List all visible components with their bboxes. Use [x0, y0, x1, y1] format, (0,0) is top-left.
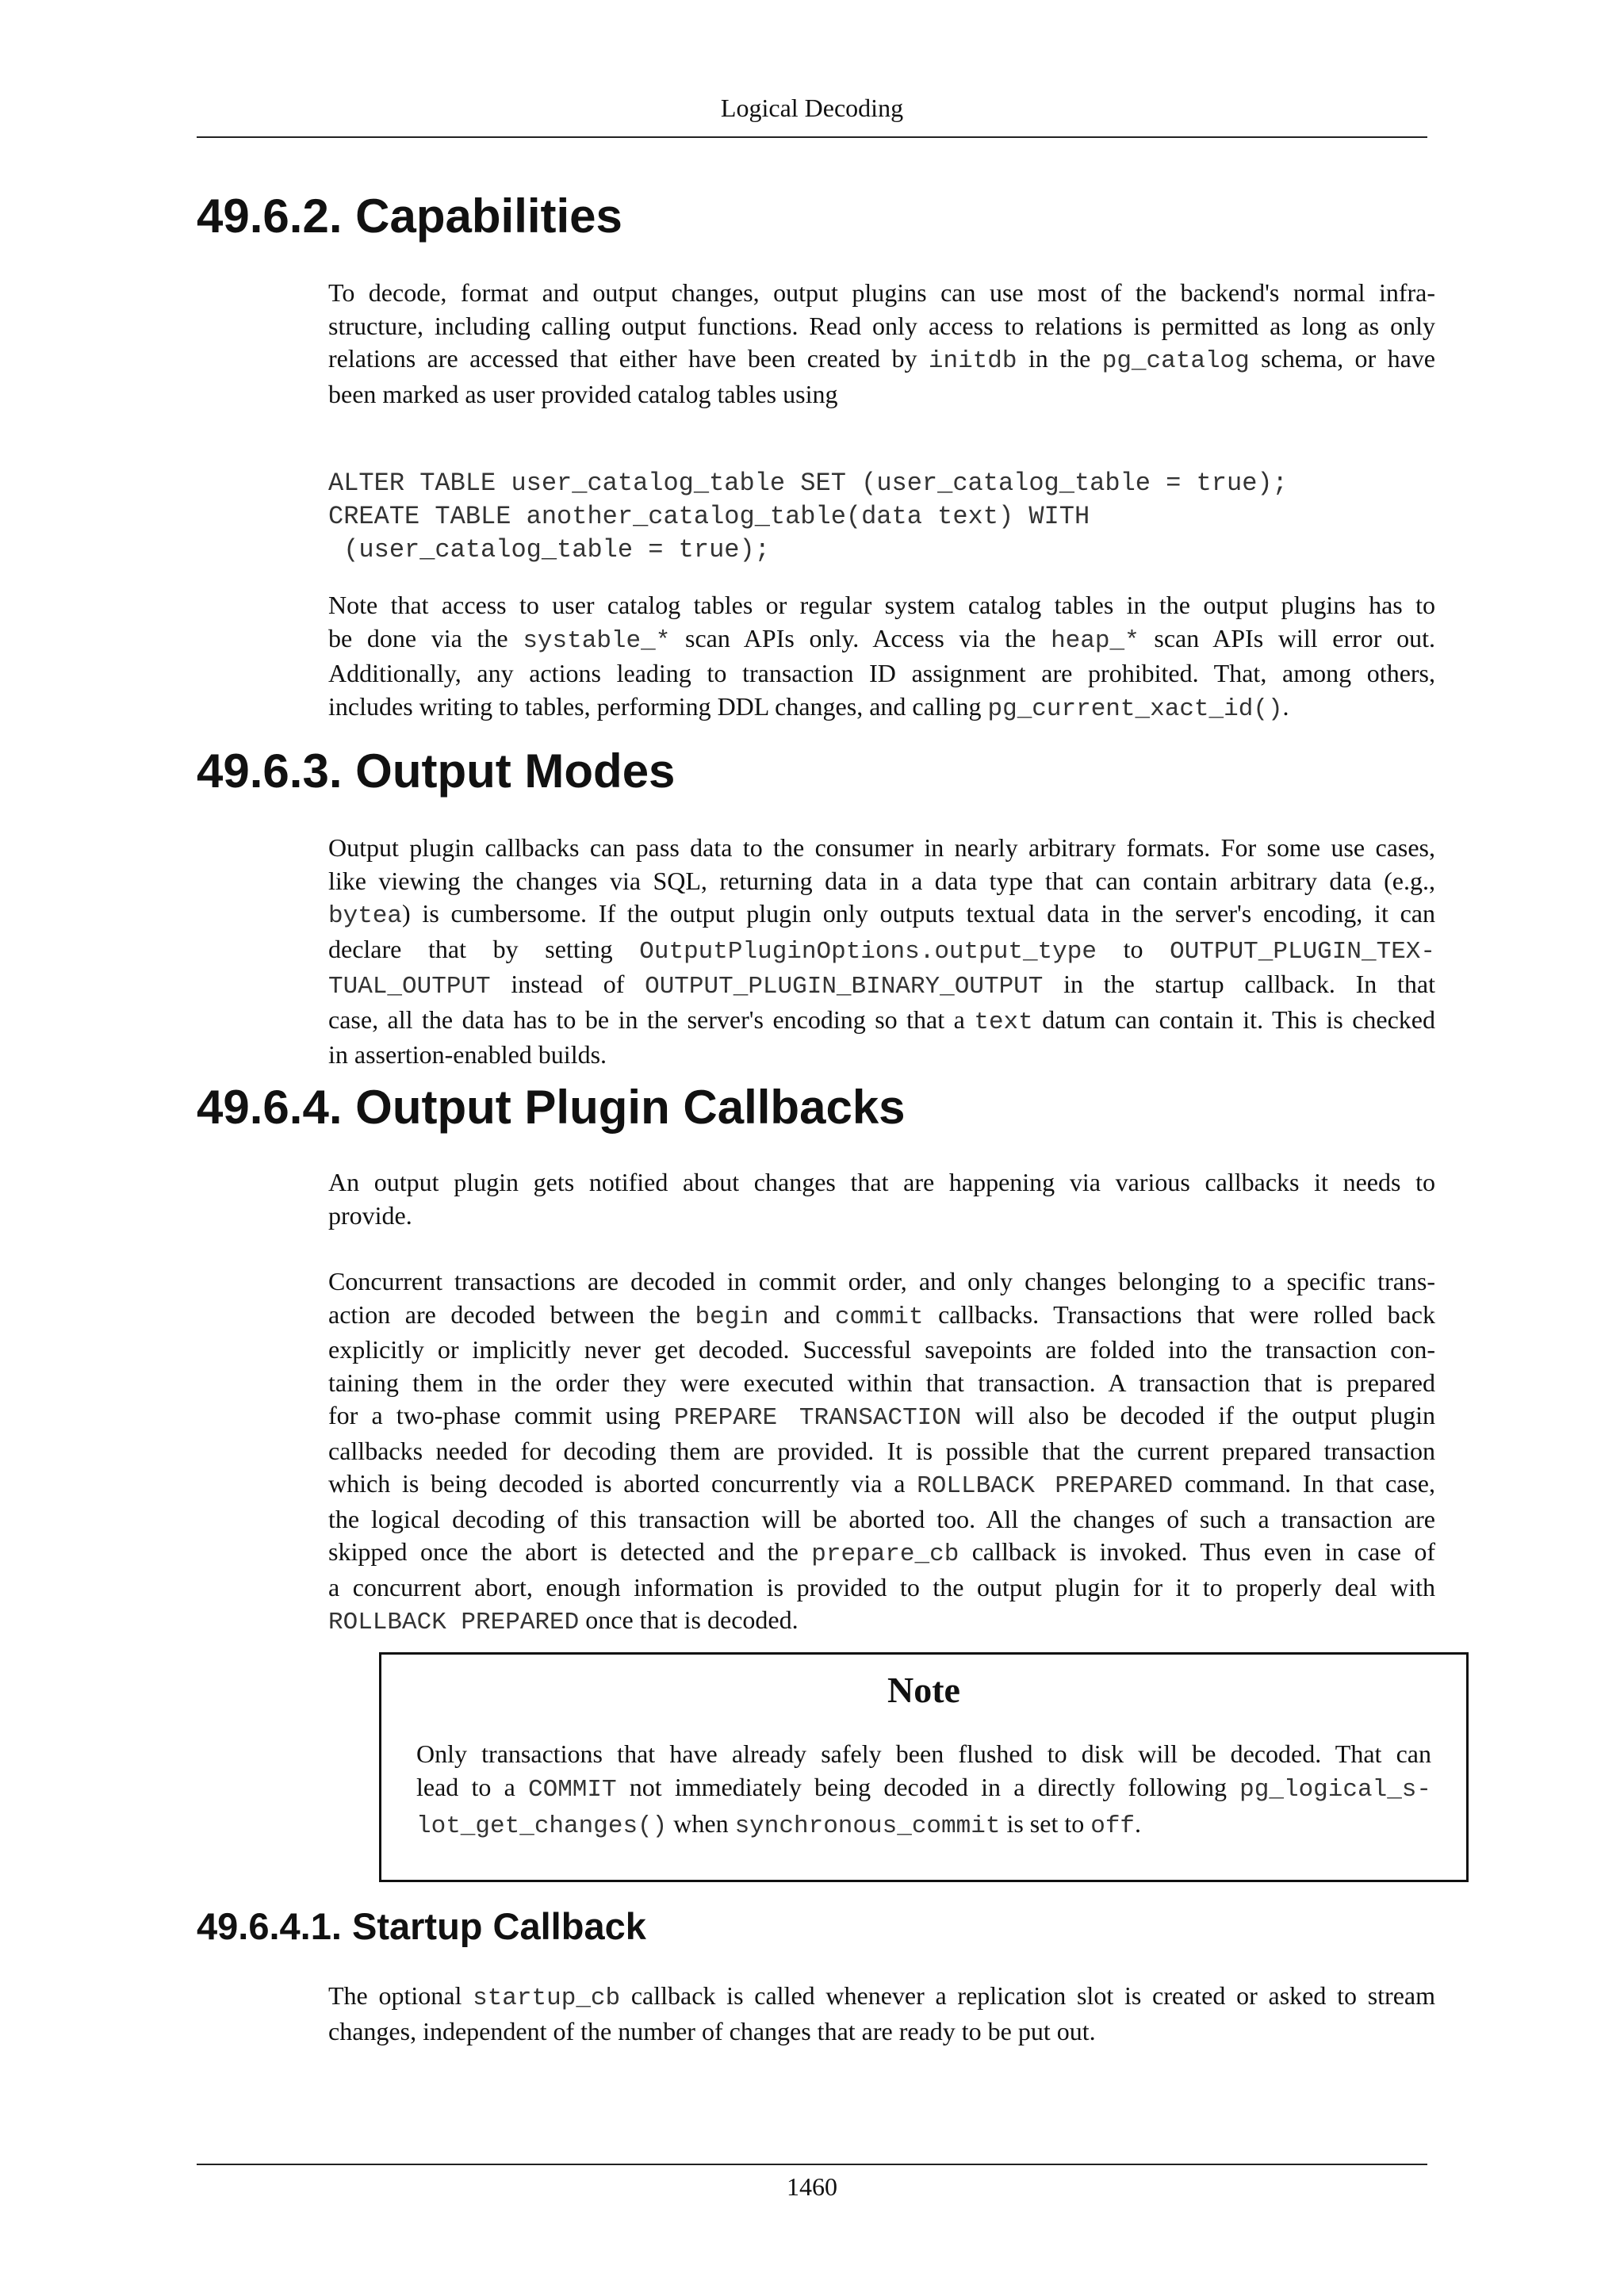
page-number: 1460: [787, 2172, 837, 2201]
heading-capabilities: 49.6.2. Capabilities: [197, 189, 622, 243]
inline-code: heap_*: [1051, 626, 1139, 655]
text-line: [328, 1604, 1435, 1640]
text-run: includes writing to tables, performing DDL changes, and calling: [328, 691, 988, 721]
inline-code: text: [974, 1008, 1033, 1036]
text-line: [328, 933, 1435, 969]
capabilities-paragraph-1: [328, 277, 1435, 411]
inline-code: COMMIT: [527, 1776, 617, 1804]
text-line: in assertion-enabled builds.: [328, 1040, 607, 1069]
text-line: [328, 1299, 1435, 1334]
code-line: (user_catalog_table = true);: [328, 535, 770, 564]
inline-code: off: [1090, 1812, 1136, 1840]
output-modes-paragraph: [328, 832, 1435, 1072]
text-run: in the startup callback. In that: [1043, 970, 1436, 998]
text-run: skipped once the abort is detected and the: [328, 1537, 812, 1566]
text-line: [328, 1004, 1435, 1039]
text-run: which is being decoded is aborted concurrently via a: [328, 1469, 917, 1498]
text-run: be done via the: [328, 623, 523, 652]
text-line: Concurrent transactions are decoded in commit order, and only changes belonging to a specific trans-: [328, 1267, 1435, 1295]
text-run: .: [1135, 1809, 1142, 1838]
text-run: relations are accessed that either have been created by: [328, 344, 929, 373]
text-line: [416, 1807, 1431, 1843]
inline-code: prepare_cb: [811, 1540, 959, 1568]
text-run: is set to: [1000, 1809, 1091, 1838]
text-run: when: [667, 1809, 735, 1838]
inline-code: OUTPUT_PLUGIN_BINARY_OUTPUT: [645, 973, 1044, 1001]
heading-startup-callback: 49.6.4.1. Startup Callback: [197, 1905, 646, 1947]
code-line: CREATE TABLE another_catalog_table(data text) WITH: [328, 502, 1090, 531]
startup-callback-paragraph: [328, 1980, 1435, 2048]
text-line: been marked as user provided catalog tables using: [328, 379, 838, 408]
note-box: [379, 1652, 1469, 1882]
inline-code: startup_cb: [473, 1984, 621, 2012]
text-run: in the: [1017, 344, 1102, 373]
text-run: will also be decoded if the output plugin: [961, 1401, 1435, 1429]
text-run: and: [768, 1299, 835, 1329]
text-run: for a two-phase commit using: [328, 1401, 674, 1429]
text-run: lead to a: [416, 1773, 528, 1801]
inline-code: pg_catalog: [1101, 347, 1250, 375]
text-line: Only transactions that have already safely been flushed to disk will be decoded. That can: [416, 1739, 1431, 1768]
inline-code: commit: [834, 1303, 924, 1331]
text-line: Output plugin callbacks can pass data to the consumer in nearly arbitrary formats. For some use cases,: [328, 833, 1435, 862]
footer-rule: [197, 2164, 1427, 2165]
text-run: once that is decoded.: [579, 1605, 799, 1634]
text-line: [328, 342, 1435, 378]
text-run: case, all the data has to be in the server's encoding so that a: [328, 1004, 975, 1034]
code-line: ALTER TABLE user_catalog_table SET (user_catalog_table = true);: [328, 469, 1288, 498]
text-line: To decode, format and output changes, output plugins can use most of the backend's normal infra-: [328, 278, 1435, 307]
heading-output-plugin-callbacks: 49.6.4. Output Plugin Callbacks: [197, 1081, 906, 1134]
text-run: action are decoded between the: [328, 1299, 695, 1329]
inline-code: begin: [695, 1303, 769, 1331]
inline-code: initdb: [928, 347, 1017, 375]
inline-code: OutputPluginOptions.output_type: [639, 937, 1097, 966]
text-line: [328, 1980, 1435, 2015]
inline-code: ROLLBACK PREPARED: [917, 1472, 1174, 1500]
text-line: [328, 622, 1435, 658]
text-run: to: [1096, 934, 1170, 963]
text-run: .: [1282, 691, 1289, 721]
running-header: Logical Decoding: [720, 94, 904, 122]
callbacks-paragraph-1: [328, 1166, 1435, 1232]
text-line: like viewing the changes via SQL, returning data in a data type that can contain arbitrary data (e.g.,: [328, 866, 1435, 895]
text-run: command. In that case,: [1173, 1469, 1436, 1498]
text-line: [328, 968, 1435, 1004]
inline-code: systable_*: [523, 626, 671, 655]
inline-code: OUTPUT_PLUGIN_TEX-: [1170, 937, 1436, 966]
inline-code: ROLLBACK PREPARED: [328, 1609, 580, 1636]
header-rule: [197, 136, 1427, 138]
inline-code: TUAL_OUTPUT: [328, 973, 491, 1001]
note-title: Note: [887, 1670, 960, 1710]
inline-code: PREPARE TRANSACTION: [673, 1404, 962, 1432]
text-run: not immediately being decoded in a directly following: [616, 1773, 1240, 1801]
text-line: taining them in the order they were executed within that transaction. A transaction that is prepared: [328, 1368, 1435, 1397]
text-run: callbacks. Transactions that were rolled back: [923, 1299, 1436, 1329]
inline-code: bytea: [328, 902, 403, 930]
text-line: a concurrent abort, enough information is provided to the output plugin for it to properly deal with: [328, 1572, 1435, 1601]
callbacks-paragraph-2: [328, 1265, 1435, 1640]
text-line: [328, 897, 1435, 933]
text-run: The optional: [328, 1981, 473, 2010]
inline-code: pg_logical_s-: [1239, 1776, 1432, 1804]
note-text: [416, 1737, 1431, 1843]
heading-output-modes: 49.6.3. Output Modes: [197, 744, 676, 798]
text-line: [328, 691, 1435, 726]
text-line: Additionally, any actions leading to transaction ID assignment are prohibited. That, among others,: [328, 659, 1435, 687]
text-run: instead of: [490, 970, 645, 998]
text-line: provide.: [328, 1200, 412, 1230]
text-run: schema, or have: [1249, 344, 1436, 373]
capabilities-paragraph-2: [328, 589, 1435, 725]
text-run: callback is invoked. Thus even in case of: [959, 1537, 1435, 1566]
text-line: changes, independent of the number of changes that are ready to be put out.: [328, 2016, 1096, 2045]
text-run: callback is called whenever a replication slot is created or asked to stream: [620, 1981, 1436, 2010]
text-line: [328, 1536, 1435, 1571]
inline-code: synchronous_commit: [734, 1812, 1001, 1840]
text-run: declare that by setting: [328, 934, 640, 963]
text-run: ) is cumbersome. If the output plugin only outputs textual data in the server's encoding, it can: [402, 899, 1435, 928]
inline-code: pg_current_xact_id(): [987, 695, 1283, 723]
text-line: structure, including calling output functions. Read only access to relations is permitted as long as only: [328, 311, 1435, 340]
text-line: Note that access to user catalog tables or regular system catalog tables in the output plugins has to: [328, 591, 1435, 619]
capabilities-code-block: [328, 467, 1435, 567]
text-line: callbacks needed for decoding them are provided. It is possible that the current prepared transaction: [328, 1436, 1435, 1465]
inline-code: lot_get_changes(): [416, 1812, 668, 1840]
text-line: An output plugin gets notified about changes that are happening via various callbacks it needs to: [328, 1168, 1435, 1196]
text-line: [328, 1468, 1435, 1503]
text-run: scan APIs only. Access via the: [670, 623, 1051, 652]
text-run: scan APIs will error out.: [1139, 623, 1436, 652]
text-line: [328, 1399, 1435, 1435]
text-line: the logical decoding of this transaction will be aborted too. All the changes of such a transaction are: [328, 1504, 1435, 1533]
text-run: datum can contain it. This is checked: [1032, 1004, 1436, 1034]
text-line: [416, 1770, 1431, 1807]
text-line: explicitly or implicitly never get decoded. Successful savepoints are folded into the transaction con-: [328, 1335, 1435, 1364]
